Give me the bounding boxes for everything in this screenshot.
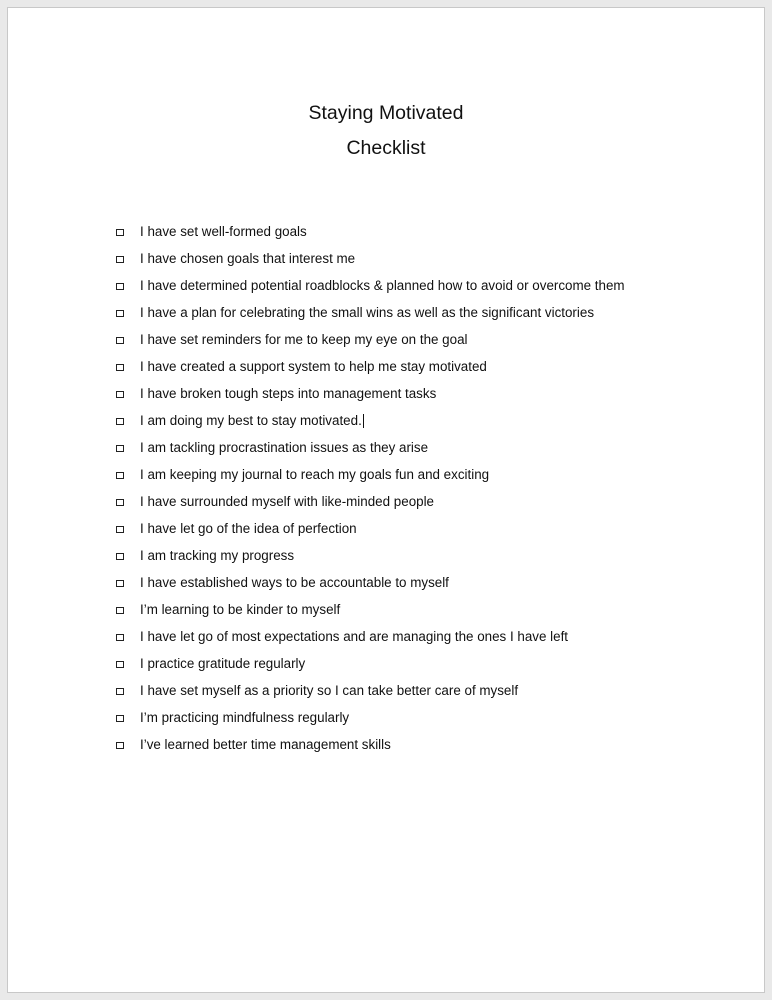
checkbox-icon[interactable] xyxy=(116,634,124,641)
text-cursor xyxy=(363,414,364,428)
checklist-item xyxy=(116,407,625,434)
checklist-item-text: I’m practicing mindfulness regularly xyxy=(140,710,350,725)
checklist-item-text: I have chosen goals that interest me xyxy=(140,251,356,266)
checkbox-icon[interactable] xyxy=(116,499,124,506)
checklist-item-text: I have determined potential roadblocks & planned how to avoid or overcome them xyxy=(140,278,625,293)
title-line-2: Checklist xyxy=(346,137,426,159)
checkbox-icon[interactable] xyxy=(116,607,124,614)
checklist-item xyxy=(116,272,625,299)
checklist-item xyxy=(116,218,625,245)
checklist-item xyxy=(116,650,625,677)
checklist-item-text: I have created a support system to help me stay motivated xyxy=(140,359,487,374)
checklist-item-text: I have a plan for celebrating the small wins as well as the significant victories xyxy=(140,305,595,320)
checklist-item xyxy=(116,542,625,569)
checkbox-icon[interactable] xyxy=(116,310,124,317)
checkbox-icon[interactable] xyxy=(116,688,124,695)
checklist-item-text: I have set myself as a priority so I can take better care of myself xyxy=(140,683,519,698)
checklist-item-text: I have established ways to be accountable to myself xyxy=(140,575,449,590)
checklist-item xyxy=(116,623,625,650)
checklist-item-text: I have set reminders for me to keep my eye on the goal xyxy=(140,332,468,347)
checklist-item xyxy=(116,353,625,380)
checklist-item xyxy=(116,461,625,488)
checkbox-icon[interactable] xyxy=(116,391,124,398)
checkbox-icon[interactable] xyxy=(116,553,124,560)
checkbox-icon[interactable] xyxy=(116,256,124,263)
document-title xyxy=(8,96,764,166)
checklist-item-text: I practice gratitude regularly xyxy=(140,656,306,671)
checkbox-icon[interactable] xyxy=(116,472,124,479)
checklist-item xyxy=(116,245,625,272)
checklist-item xyxy=(116,731,625,758)
document-page xyxy=(7,7,765,993)
checkbox-icon[interactable] xyxy=(116,283,124,290)
checklist-item-text: I am doing my best to stay motivated. xyxy=(140,413,362,428)
checklist-item xyxy=(116,380,625,407)
checkbox-icon[interactable] xyxy=(116,526,124,533)
checklist-item-text: I am keeping my journal to reach my goals fun and exciting xyxy=(140,467,490,482)
checklist-item-text: I have let go of the idea of perfection xyxy=(140,521,357,536)
checkbox-icon[interactable] xyxy=(116,364,124,371)
checklist xyxy=(116,218,625,758)
checklist-item-text: I have broken tough steps into management tasks xyxy=(140,386,437,401)
checkbox-icon[interactable] xyxy=(116,445,124,452)
checklist-item xyxy=(116,488,625,515)
checklist-item xyxy=(116,515,625,542)
checkbox-icon[interactable] xyxy=(116,229,124,236)
checklist-item xyxy=(116,677,625,704)
checklist-item xyxy=(116,704,625,731)
checklist-item xyxy=(116,326,625,353)
checklist-item-text: I have let go of most expectations and are managing the ones I have left xyxy=(140,629,569,644)
checklist-item-text: I am tracking my progress xyxy=(140,548,295,563)
checkbox-icon[interactable] xyxy=(116,337,124,344)
checklist-item-text: I am tackling procrastination issues as they arise xyxy=(140,440,429,455)
checkbox-icon[interactable] xyxy=(116,580,124,587)
checklist-item xyxy=(116,299,625,326)
checkbox-icon[interactable] xyxy=(116,661,124,668)
checklist-item xyxy=(116,596,625,623)
checklist-item xyxy=(116,434,625,461)
checkbox-icon[interactable] xyxy=(116,715,124,722)
checkbox-icon[interactable] xyxy=(116,742,124,749)
checklist-item xyxy=(116,569,625,596)
title-line-1: Staying Motivated xyxy=(308,102,464,124)
checklist-item-text: I have set well-formed goals xyxy=(140,224,307,239)
checklist-item-text: I have surrounded myself with like-minded people xyxy=(140,494,435,509)
checklist-item-text: I’ve learned better time management skills xyxy=(140,737,391,752)
checkbox-icon[interactable] xyxy=(116,418,124,425)
checklist-item-text: I’m learning to be kinder to myself xyxy=(140,602,341,617)
